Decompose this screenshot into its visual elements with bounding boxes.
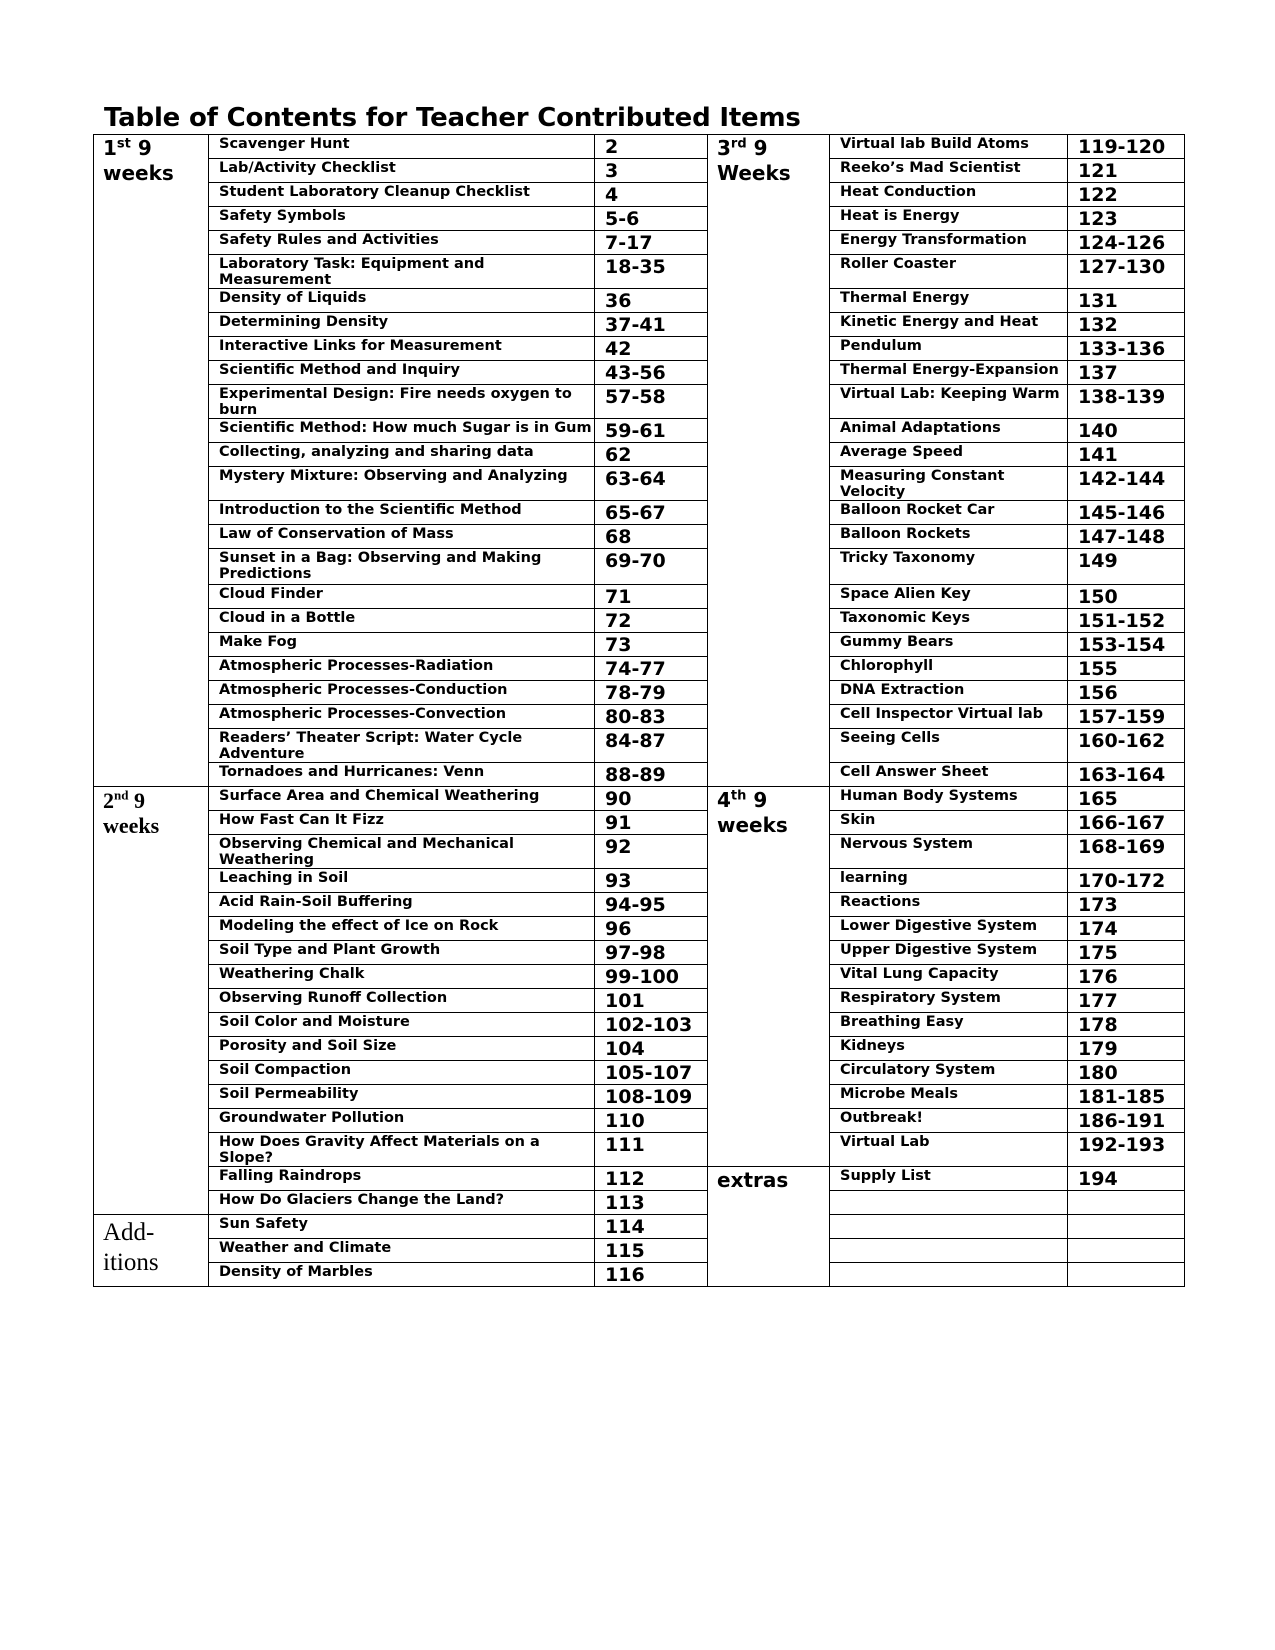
- activity-title: Safety Rules and Activities: [209, 231, 595, 255]
- table-row: [94, 633, 1185, 657]
- table-row: [94, 1263, 1185, 1287]
- activity-title: Taxonomic Keys: [830, 609, 1068, 633]
- page-number: 69-70: [595, 549, 708, 585]
- table-row: [94, 763, 1185, 787]
- table-row: [94, 1109, 1185, 1133]
- activity-title: Average Speed: [830, 443, 1068, 467]
- page-number: 115: [595, 1239, 708, 1263]
- page-number: 113: [595, 1191, 708, 1215]
- page-number: 102-103: [595, 1013, 708, 1037]
- activity-title: Chlorophyll: [830, 657, 1068, 681]
- table-row: [94, 585, 1185, 609]
- table-row: [94, 1037, 1185, 1061]
- activity-title: Soil Color and Moisture: [209, 1013, 595, 1037]
- section-unit: Weeks: [717, 161, 791, 185]
- table-row: [94, 1133, 1185, 1167]
- ordinal-suffix: nd: [114, 787, 129, 803]
- activity-title: [830, 1191, 1068, 1215]
- activity-title: Cloud Finder: [209, 585, 595, 609]
- page-number: 90: [595, 787, 708, 811]
- activity-title: Collecting, analyzing and sharing data: [209, 443, 595, 467]
- table-row: [94, 609, 1185, 633]
- page-number: 151-152: [1068, 609, 1185, 633]
- activity-title: How Do Glaciers Change the Land?: [209, 1191, 595, 1215]
- page-number: 3: [595, 159, 708, 183]
- page-number: 91: [595, 811, 708, 835]
- page-number: 179: [1068, 1037, 1185, 1061]
- page-number: 142-144: [1068, 467, 1185, 501]
- table-row: [94, 1061, 1185, 1085]
- table-row: [94, 941, 1185, 965]
- page-number: 165: [1068, 787, 1185, 811]
- activity-title: Density of Liquids: [209, 289, 595, 313]
- section-heading-line: Add-: [103, 1219, 155, 1246]
- activity-title: Microbe Meals: [830, 1085, 1068, 1109]
- activity-title: Tricky Taxonomy: [830, 549, 1068, 585]
- activity-title: Soil Compaction: [209, 1061, 595, 1085]
- page-number: 99-100: [595, 965, 708, 989]
- page-number: 175: [1068, 941, 1185, 965]
- table-row: [94, 1167, 1185, 1191]
- section-heading-line: extras: [717, 1168, 789, 1192]
- page-number: 104: [595, 1037, 708, 1061]
- page-number: 138-139: [1068, 385, 1185, 419]
- activity-title: Cell Answer Sheet: [830, 763, 1068, 787]
- page-number: 97-98: [595, 941, 708, 965]
- activity-title: Atmospheric Processes-Radiation: [209, 657, 595, 681]
- activity-title: Make Fog: [209, 633, 595, 657]
- activity-title: Heat Conduction: [830, 183, 1068, 207]
- page-number: 96: [595, 917, 708, 941]
- activity-title: Safety Symbols: [209, 207, 595, 231]
- left-section-label: [94, 135, 209, 787]
- activity-title: Observing Runoff Collection: [209, 989, 595, 1013]
- activity-title: [830, 1263, 1068, 1287]
- page-number: 137: [1068, 361, 1185, 385]
- page-number: 166-167: [1068, 811, 1185, 835]
- section-heading-line: [103, 136, 199, 161]
- page-number: 18-35: [595, 255, 708, 289]
- section-unit: weeks: [717, 813, 788, 837]
- activity-title: Skin: [830, 811, 1068, 835]
- section-ordinal: 4: [717, 788, 731, 812]
- page-number: 2: [595, 135, 708, 159]
- page-number: 170-172: [1068, 869, 1185, 893]
- activity-title: Seeing Cells: [830, 729, 1068, 763]
- page-number: 163-164: [1068, 763, 1185, 787]
- table-row: [94, 207, 1185, 231]
- page-number: 178: [1068, 1013, 1185, 1037]
- page-number: 108-109: [595, 1085, 708, 1109]
- activity-title: Interactive Links for Measurement: [209, 337, 595, 361]
- table-row: [94, 361, 1185, 385]
- activity-title: Tornadoes and Hurricanes: Venn: [209, 763, 595, 787]
- activity-title: Scavenger Hunt: [209, 135, 595, 159]
- activity-title: Atmospheric Processes-Convection: [209, 705, 595, 729]
- page-number: 176: [1068, 965, 1185, 989]
- table-row: [94, 811, 1185, 835]
- page-number: 92: [595, 835, 708, 869]
- table-row: [94, 337, 1185, 361]
- page-number: [1068, 1239, 1185, 1263]
- activity-title: Roller Coaster: [830, 255, 1068, 289]
- page-number: 65-67: [595, 501, 708, 525]
- page-number: [1068, 1263, 1185, 1287]
- page-number: 160-162: [1068, 729, 1185, 763]
- page-number: 156: [1068, 681, 1185, 705]
- page-number: 42: [595, 337, 708, 361]
- ordinal-suffix: th: [730, 788, 747, 804]
- activity-title: Falling Raindrops: [209, 1167, 595, 1191]
- page-number: 74-77: [595, 657, 708, 681]
- section-unit: weeks: [103, 161, 174, 185]
- table-row: [94, 917, 1185, 941]
- page-number: 80-83: [595, 705, 708, 729]
- table-row: [94, 385, 1185, 419]
- activity-title: Surface Area and Chemical Weathering: [209, 787, 595, 811]
- table-row: [94, 289, 1185, 313]
- page-number: 157-159: [1068, 705, 1185, 729]
- table-row: [94, 681, 1185, 705]
- page-number: 153-154: [1068, 633, 1185, 657]
- table-row: [94, 1191, 1185, 1215]
- table-row: [94, 787, 1185, 811]
- activity-title: Weather and Climate: [209, 1239, 595, 1263]
- page-number: 78-79: [595, 681, 708, 705]
- section-heading-line: [717, 136, 820, 161]
- page-number: 84-87: [595, 729, 708, 763]
- page-number: 114: [595, 1215, 708, 1239]
- page-number: 93: [595, 869, 708, 893]
- page-number: 168-169: [1068, 835, 1185, 869]
- document-title: Table of Contents for Teacher Contributed Items: [104, 103, 801, 133]
- activity-title: Reactions: [830, 893, 1068, 917]
- page-number: 140: [1068, 419, 1185, 443]
- activity-title: Heat is Energy: [830, 207, 1068, 231]
- activity-title: How Fast Can It Fizz: [209, 811, 595, 835]
- activity-title: Respiratory System: [830, 989, 1068, 1013]
- page-number: 73: [595, 633, 708, 657]
- table-row: [94, 501, 1185, 525]
- table-row: [94, 1013, 1185, 1037]
- activity-title: Thermal Energy: [830, 289, 1068, 313]
- activity-title: Nervous System: [830, 835, 1068, 869]
- activity-title: Groundwater Pollution: [209, 1109, 595, 1133]
- activity-title: Leaching in Soil: [209, 869, 595, 893]
- right-section-label: [708, 787, 830, 1167]
- page-number: 155: [1068, 657, 1185, 681]
- activity-title: Readers’ Theater Script: Water Cycle Adventure: [209, 729, 595, 763]
- page-number: 105-107: [595, 1061, 708, 1085]
- section-number: 9: [137, 136, 152, 160]
- page-number: 43-56: [595, 361, 708, 385]
- table-row: [94, 1215, 1185, 1239]
- activity-title: Laboratory Task: Equipment and Measurement: [209, 255, 595, 289]
- activity-title: learning: [830, 869, 1068, 893]
- section-number: 9: [753, 788, 768, 812]
- table-row: [94, 231, 1185, 255]
- table-row: [94, 657, 1185, 681]
- table-row: [94, 729, 1185, 763]
- activity-title: Measuring Constant Velocity: [830, 467, 1068, 501]
- page-number: 145-146: [1068, 501, 1185, 525]
- section-heading-line: itions: [103, 1249, 159, 1276]
- page-number: 124-126: [1068, 231, 1185, 255]
- page-number: 36: [595, 289, 708, 313]
- section-unit: weeks: [103, 813, 160, 838]
- table-row: [94, 159, 1185, 183]
- page-number: 94-95: [595, 893, 708, 917]
- activity-title: [830, 1239, 1068, 1263]
- activity-title: Energy Transformation: [830, 231, 1068, 255]
- page-number: 121: [1068, 159, 1185, 183]
- activity-title: Human Body Systems: [830, 787, 1068, 811]
- page-number: 192-193: [1068, 1133, 1185, 1167]
- table-row: [94, 135, 1185, 159]
- table-row: [94, 705, 1185, 729]
- page-number: 5-6: [595, 207, 708, 231]
- activity-title: Sunset in a Bag: Observing and Making Predictions: [209, 549, 595, 585]
- table-row: [94, 467, 1185, 501]
- page-number: 186-191: [1068, 1109, 1185, 1133]
- activity-title: Experimental Design: Fire needs oxygen to burn: [209, 385, 595, 419]
- page-number: 127-130: [1068, 255, 1185, 289]
- left-section-label: [94, 1215, 209, 1287]
- table-row: [94, 1239, 1185, 1263]
- activity-title: Student Laboratory Cleanup Checklist: [209, 183, 595, 207]
- page-number: 112: [595, 1167, 708, 1191]
- activity-title: Weathering Chalk: [209, 965, 595, 989]
- activity-title: Vital Lung Capacity: [830, 965, 1068, 989]
- right-section-label: [708, 135, 830, 787]
- table-row: [94, 869, 1185, 893]
- activity-title: Cell Inspector Virtual lab: [830, 705, 1068, 729]
- table-row: [94, 419, 1185, 443]
- activity-title: DNA Extraction: [830, 681, 1068, 705]
- page-number: 68: [595, 525, 708, 549]
- activity-title: Outbreak!: [830, 1109, 1068, 1133]
- table-row: [94, 835, 1185, 869]
- table-row: [94, 1085, 1185, 1109]
- activity-title: Virtual Lab: [830, 1133, 1068, 1167]
- left-section-label: [94, 787, 209, 1215]
- page-number: 150: [1068, 585, 1185, 609]
- table-row: [94, 183, 1185, 207]
- activity-title: Density of Marbles: [209, 1263, 595, 1287]
- activity-title: Observing Chemical and Mechanical Weathering: [209, 835, 595, 869]
- page-number: 101: [595, 989, 708, 1013]
- table-row: [94, 255, 1185, 289]
- page-number: 177: [1068, 989, 1185, 1013]
- table-row: [94, 965, 1185, 989]
- right-section-label: [708, 1167, 830, 1287]
- page-number: 88-89: [595, 763, 708, 787]
- activity-title: Reeko’s Mad Scientist: [830, 159, 1068, 183]
- table-row: [94, 525, 1185, 549]
- table-row: [94, 443, 1185, 467]
- activity-title: Scientific Method and Inquiry: [209, 361, 595, 385]
- activity-title: Law of Conservation of Mass: [209, 525, 595, 549]
- page-number: 174: [1068, 917, 1185, 941]
- table-row: [94, 989, 1185, 1013]
- page-number: 119-120: [1068, 135, 1185, 159]
- page-number: 72: [595, 609, 708, 633]
- activity-title: Kinetic Energy and Heat: [830, 313, 1068, 337]
- page-number: 63-64: [595, 467, 708, 501]
- page-number: 194: [1068, 1167, 1185, 1191]
- activity-title: Gummy Bears: [830, 633, 1068, 657]
- page-number: 37-41: [595, 313, 708, 337]
- page-number: 181-185: [1068, 1085, 1185, 1109]
- page-number: 7-17: [595, 231, 708, 255]
- page-number: 110: [595, 1109, 708, 1133]
- page-number: 57-58: [595, 385, 708, 419]
- section-ordinal: 1: [103, 136, 117, 160]
- activity-title: How Does Gravity Affect Materials on a Slope?: [209, 1133, 595, 1167]
- activity-title: Pendulum: [830, 337, 1068, 361]
- activity-title: Lab/Activity Checklist: [209, 159, 595, 183]
- activity-title: Thermal Energy-Expansion: [830, 361, 1068, 385]
- activity-title: Soil Type and Plant Growth: [209, 941, 595, 965]
- activity-title: Supply List: [830, 1167, 1068, 1191]
- activity-title: Soil Permeability: [209, 1085, 595, 1109]
- page-number: 149: [1068, 549, 1185, 585]
- activity-title: Mystery Mixture: Observing and Analyzing: [209, 467, 595, 501]
- activity-title: Virtual Lab: Keeping Warm: [830, 385, 1068, 419]
- activity-title: Virtual lab Build Atoms: [830, 135, 1068, 159]
- page-number: 59-61: [595, 419, 708, 443]
- activity-title: [830, 1215, 1068, 1239]
- ordinal-suffix: rd: [730, 136, 747, 152]
- section-heading-line: [717, 788, 820, 813]
- table-row: [94, 313, 1185, 337]
- activity-title: Lower Digestive System: [830, 917, 1068, 941]
- section-ordinal: 3: [717, 136, 731, 160]
- page-number: 131: [1068, 289, 1185, 313]
- activity-title: Determining Density: [209, 313, 595, 337]
- activity-title: Breathing Easy: [830, 1013, 1068, 1037]
- page-number: 133-136: [1068, 337, 1185, 361]
- activity-title: Space Alien Key: [830, 585, 1068, 609]
- table-row: [94, 893, 1185, 917]
- activity-title: Introduction to the Scientific Method: [209, 501, 595, 525]
- page-number: 111: [595, 1133, 708, 1167]
- activity-title: Animal Adaptations: [830, 419, 1068, 443]
- page-number: 147-148: [1068, 525, 1185, 549]
- activity-title: Balloon Rocket Car: [830, 501, 1068, 525]
- page-number: 116: [595, 1263, 708, 1287]
- contents-table: [93, 134, 1185, 1287]
- activity-title: Cloud in a Bottle: [209, 609, 595, 633]
- activity-title: Acid Rain-Soil Buffering: [209, 893, 595, 917]
- table-row: [94, 549, 1185, 585]
- page-number: [1068, 1215, 1185, 1239]
- page-number: 141: [1068, 443, 1185, 467]
- activity-title: Balloon Rockets: [830, 525, 1068, 549]
- section-number: 9: [753, 136, 768, 160]
- page-number: 132: [1068, 313, 1185, 337]
- page-number: 180: [1068, 1061, 1185, 1085]
- page-number: 123: [1068, 207, 1185, 231]
- activity-title: Circulatory System: [830, 1061, 1068, 1085]
- page-number: 62: [595, 443, 708, 467]
- activity-title: Kidneys: [830, 1037, 1068, 1061]
- page-number: 4: [595, 183, 708, 207]
- page-number: [1068, 1191, 1185, 1215]
- page-number: 173: [1068, 893, 1185, 917]
- ordinal-suffix: st: [116, 136, 131, 152]
- activity-title: Modeling the effect of Ice on Rock: [209, 917, 595, 941]
- page-number: 122: [1068, 183, 1185, 207]
- page-number: 71: [595, 585, 708, 609]
- activity-title: Scientific Method: How much Sugar is in Gum: [209, 419, 595, 443]
- section-ordinal: 2: [103, 788, 114, 813]
- section-heading-line: [103, 788, 199, 813]
- activity-title: Porosity and Soil Size: [209, 1037, 595, 1061]
- activity-title: Atmospheric Processes-Conduction: [209, 681, 595, 705]
- activity-title: Sun Safety: [209, 1215, 595, 1239]
- section-number: 9: [133, 788, 145, 813]
- activity-title: Upper Digestive System: [830, 941, 1068, 965]
